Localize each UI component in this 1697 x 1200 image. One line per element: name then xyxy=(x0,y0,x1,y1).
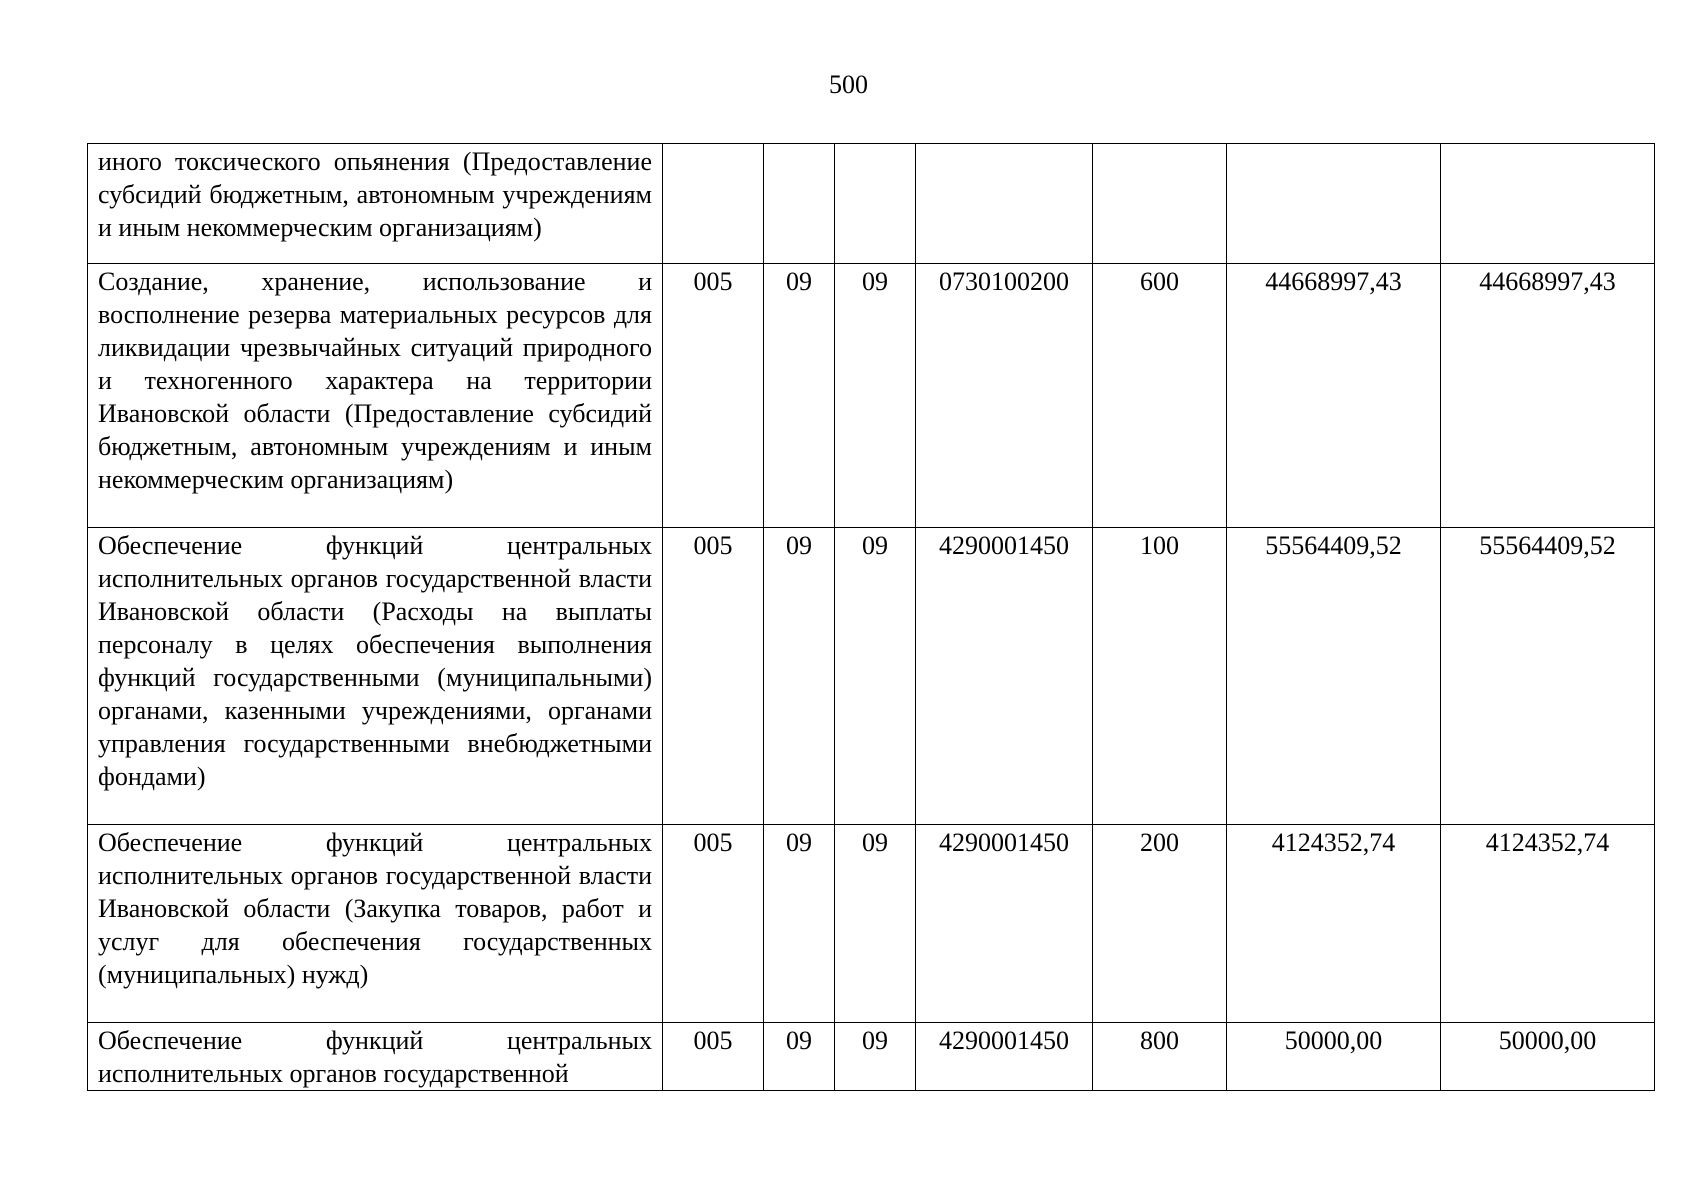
table-row xyxy=(88,1023,1655,1091)
row-sum-year1: 55564409,52 xyxy=(1227,528,1441,825)
row-target-article: 4290001450 xyxy=(916,528,1093,825)
row-ministry-code: 005 xyxy=(663,264,764,528)
row-expense-type: 200 xyxy=(1093,825,1227,1023)
row-sum-year2: 50000,00 xyxy=(1441,1023,1655,1091)
row-sum-year1 xyxy=(1227,144,1441,264)
row-ministry-code: 005 xyxy=(663,1023,764,1091)
row-target-article: 4290001450 xyxy=(916,1023,1093,1091)
row-target-article: 0730100200 xyxy=(916,264,1093,528)
row-section-code: 09 xyxy=(764,528,835,825)
page-number: 500 xyxy=(829,70,868,99)
row-expense-type: 800 xyxy=(1093,1023,1227,1091)
row-sum-year1: 44668997,43 xyxy=(1227,264,1441,528)
row-subsection-code xyxy=(835,144,916,264)
row-sum-year1: 4124352,74 xyxy=(1227,825,1441,1023)
row-ministry-code xyxy=(663,144,764,264)
table-row xyxy=(88,825,1655,1023)
row-expense-type: 100 xyxy=(1093,528,1227,825)
row-description: иного токсического опьянения (Предоставление субсидий бюджетным, автономным учреждениям и иным некоммерческим организациям) xyxy=(88,144,663,264)
row-section-code: 09 xyxy=(764,264,835,528)
row-subsection-code: 09 xyxy=(835,1023,916,1091)
row-section-code: 09 xyxy=(764,825,835,1023)
row-sum-year2: 55564409,52 xyxy=(1441,528,1655,825)
row-sum-year1: 50000,00 xyxy=(1227,1023,1441,1091)
row-description: Обеспечение функций центральных исполнительных органов государственной власти Ивановской области (Закупка товаров, работ и услуг для обеспечения государственных (муниципальных) нужд) xyxy=(88,825,663,1023)
row-target-article: 4290001450 xyxy=(916,825,1093,1023)
table-row xyxy=(88,144,1655,264)
row-ministry-code: 005 xyxy=(663,528,764,825)
row-subsection-code: 09 xyxy=(835,825,916,1023)
budget-table xyxy=(87,143,1655,1091)
row-sum-year2 xyxy=(1441,144,1655,264)
row-target-article xyxy=(916,144,1093,264)
row-description: Обеспечение функций центральных исполнительных органов государственной xyxy=(88,1023,663,1091)
row-description: Создание, хранение, использование и восполнение резерва материальных ресурсов для ликвидации чрезвычайных ситуаций природного и техногенного характера на территории Ивановской области (Предоставление субсидий бюджетным, автономным учреждениям и иным некоммерческим организациям) xyxy=(88,264,663,528)
table-row xyxy=(88,528,1655,825)
row-section-code: 09 xyxy=(764,1023,835,1091)
row-ministry-code: 005 xyxy=(663,825,764,1023)
row-sum-year2: 44668997,43 xyxy=(1441,264,1655,528)
row-expense-type xyxy=(1093,144,1227,264)
row-description: Обеспечение функций центральных исполнительных органов государственной власти Ивановской области (Расходы на выплаты персоналу в целях обеспечения выполнения функций государственными (муниципальными) органами, казенными учреждениями, органами управления государственными внебюджетными фондами) xyxy=(88,528,663,825)
row-expense-type: 600 xyxy=(1093,264,1227,528)
table-row xyxy=(88,264,1655,528)
row-sum-year2: 4124352,74 xyxy=(1441,825,1655,1023)
row-subsection-code: 09 xyxy=(835,264,916,528)
row-section-code xyxy=(764,144,835,264)
row-subsection-code: 09 xyxy=(835,528,916,825)
